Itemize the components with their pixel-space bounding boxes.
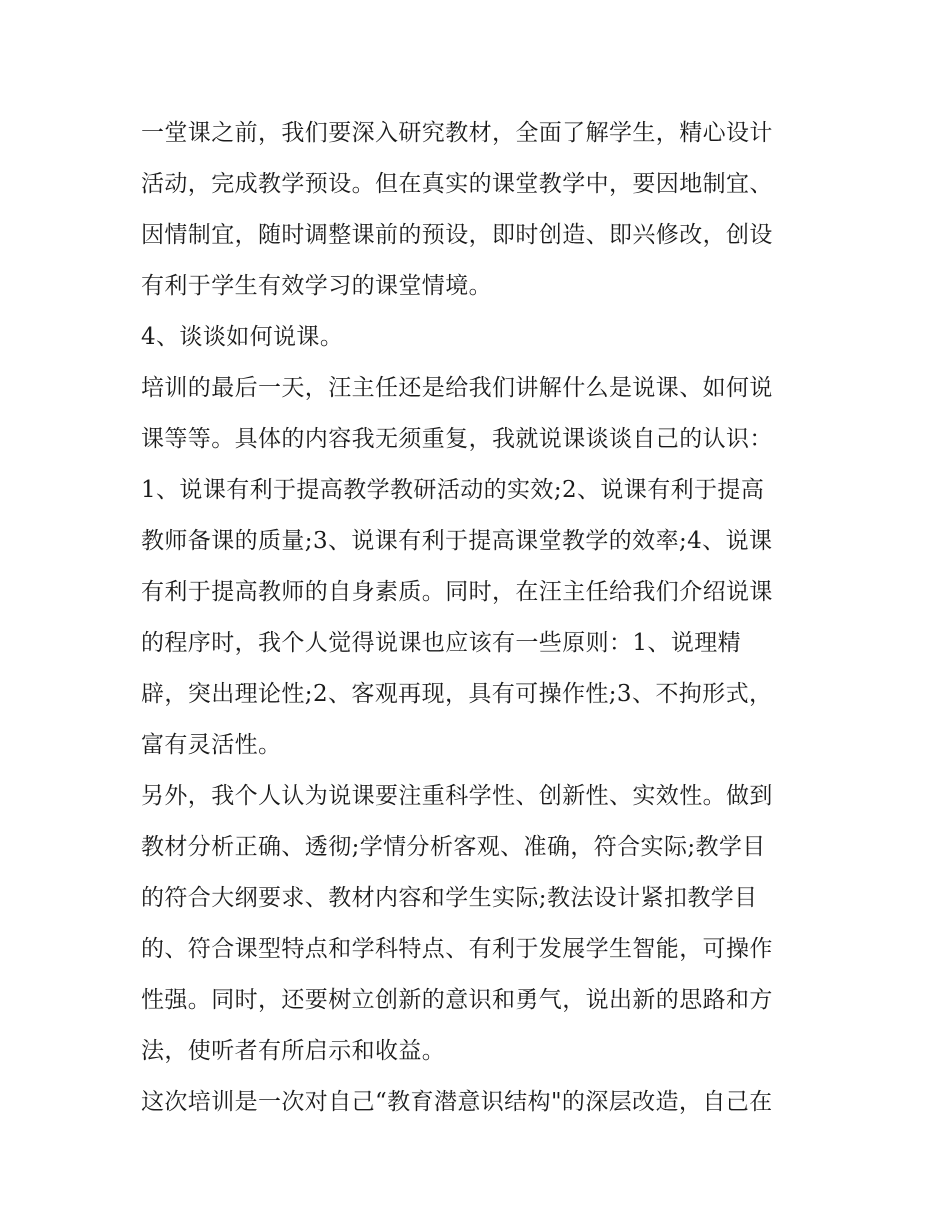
document-body [141, 108, 821, 1128]
text-line: 的程序时，我个人觉得说课也应该有一些原则：1、说理精 [141, 630, 742, 656]
text-line: 这次培训是一次对自己“教育潜意识结构"的深层改造，自己在 [141, 1089, 773, 1115]
section-heading [141, 312, 821, 363]
text-line: 法，使听者有所启示和收益。 [141, 1038, 446, 1064]
paragraph [141, 363, 821, 771]
text-line: 教材分析正确、透彻;学情分析客观、准确，符合实际;教学目 [141, 834, 766, 860]
text-line: 活动，完成教学预设。但在真实的课堂教学中，要因地制宜、 [141, 171, 773, 197]
paragraph [141, 1077, 821, 1128]
text-line: 有利于学生有效学习的课堂情境。 [141, 273, 492, 299]
text-line: 性强。同时，还要树立创新的意识和勇气，说出新的思路和方 [141, 987, 773, 1013]
text-line: 有利于提高教师的自身素质。同时，在汪主任给我们介绍说课 [141, 579, 773, 605]
paragraph [141, 108, 821, 312]
text-line: 课等等。具体的内容我无须重复，我就说课谈谈自己的认识： [141, 426, 773, 452]
text-line: 1、说课有利于提高教学教研活动的实效;2、说课有利于提高 [141, 477, 765, 503]
text-line: 教师备课的质量;3、说课有利于提高课堂教学的效率;4、说课 [141, 528, 773, 554]
paragraph [141, 771, 821, 1077]
text-line: 的、符合课型特点和学科特点、有利于发展学生智能，可操作 [141, 936, 773, 962]
text-line: 辟，突出理论性;2、客观再现，具有可操作性;3、不拘形式， [141, 681, 773, 707]
text-line: 培训的最后一天，汪主任还是给我们讲解什么是说课、如何说 [141, 375, 773, 401]
text-line: 一堂课之前，我们要深入研究教材，全面了解学生，精心设计 [141, 120, 773, 146]
text-line: 4、谈谈如何说课。 [141, 324, 344, 350]
text-line: 因情制宜，随时调整课前的预设，即时创造、即兴修改，创设 [141, 222, 773, 248]
text-line: 的符合大纲要求、教材内容和学生实际;教法设计紧扣教学目 [141, 885, 758, 911]
text-line: 富有灵活性。 [141, 732, 282, 758]
text-line: 另外，我个人认为说课要注重科学性、创新性、实效性。做到 [141, 783, 773, 809]
